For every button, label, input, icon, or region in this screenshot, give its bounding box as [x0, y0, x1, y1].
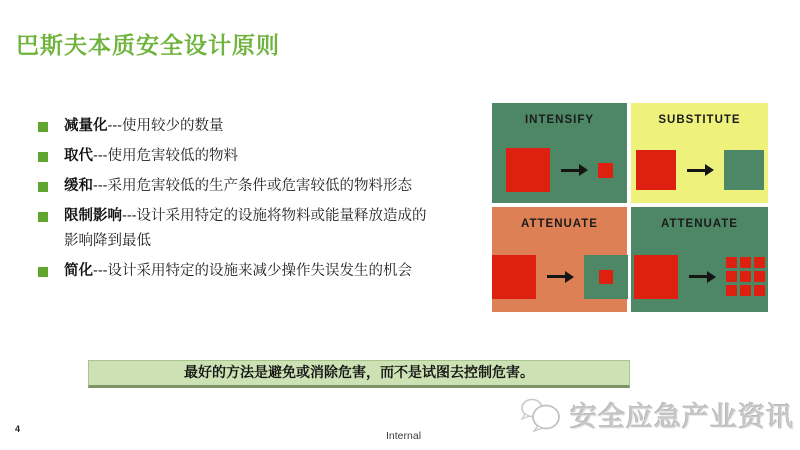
bullet-square-icon: [38, 267, 48, 277]
hazard-core-square: [599, 270, 613, 284]
principle-term: 简化: [64, 263, 93, 279]
quadrant-intensify: [492, 103, 627, 203]
principle-desc: ---设计采用特定的设施来减少操作失误发生的机会: [93, 263, 412, 279]
principle-term: 取代: [64, 148, 93, 164]
chat-bubbles-icon: [518, 396, 564, 434]
mini-square: [754, 271, 765, 282]
safety-strategy-diagram: [492, 103, 768, 312]
divided-hazard-grid: [726, 257, 765, 296]
quadrant-label: ATTENUATE: [661, 218, 738, 230]
principle-term: 减量化: [64, 118, 108, 134]
safe-square: [724, 150, 764, 190]
quadrant-graphic: [492, 241, 627, 312]
quadrant-substitute: [631, 103, 768, 203]
arrow-right-icon: [687, 169, 706, 172]
bullet-square-icon: [38, 212, 48, 222]
hazard-square-large: [506, 148, 550, 192]
list-item: [38, 114, 436, 139]
summary-note: 最好的方法是避免或消除危害，而不是试图去控制危害。: [88, 360, 630, 388]
hazard-square-large: [492, 255, 536, 299]
mini-square: [726, 285, 737, 296]
hazard-square-large: [636, 150, 676, 190]
principle-desc: ---使用危害较低的物料: [93, 148, 238, 164]
principles-list: [38, 114, 436, 289]
principle-desc: ---使用较少的数量: [107, 118, 224, 134]
mini-square: [740, 257, 751, 268]
watermark-text: 安全应急产业资讯: [570, 402, 794, 432]
quadrant-attenuate-contain: [492, 207, 627, 312]
list-item: [38, 144, 436, 169]
containment-square: [584, 255, 628, 299]
bullet-square-icon: [38, 122, 48, 132]
arrow-right-icon: [561, 169, 580, 172]
mini-square: [726, 271, 737, 282]
quadrant-graphic: [631, 241, 768, 312]
list-item: [38, 174, 436, 199]
quadrant-label: INTENSIFY: [524, 114, 595, 126]
mini-square: [740, 285, 751, 296]
quadrant-graphic: [492, 137, 627, 203]
quadrant-attenuate-divide: [631, 207, 768, 312]
hazard-square-small: [598, 163, 613, 178]
principle-desc: ---采用危害较低的生产条件或危害较低的物料形态: [93, 178, 412, 194]
principle-term: 限制影响: [64, 208, 122, 224]
bullet-square-icon: [38, 182, 48, 192]
list-item: [38, 204, 436, 254]
watermark-logo: [518, 395, 794, 434]
mini-square: [740, 271, 751, 282]
principle-term: 缓和: [64, 178, 93, 194]
quadrant-label: SUBSTITUTE: [658, 114, 741, 126]
internal-classification-label: Internal: [386, 430, 422, 442]
mini-square: [754, 257, 765, 268]
mini-square: [726, 257, 737, 268]
page-title: 巴斯夫本质安全设计原则: [16, 32, 280, 58]
quadrant-label: ATTENUATE: [521, 218, 598, 230]
principle-desc: ---设计采用特定的设施将物料或能量释放造成的影响降到最低: [64, 208, 427, 249]
mini-square: [754, 285, 765, 296]
quadrant-graphic: [631, 137, 768, 203]
hazard-square-large: [634, 255, 678, 299]
arrow-right-icon: [689, 275, 708, 278]
arrow-right-icon: [547, 275, 566, 278]
page-number: 4: [15, 424, 21, 434]
bullet-square-icon: [38, 152, 48, 162]
list-item: [38, 259, 436, 284]
